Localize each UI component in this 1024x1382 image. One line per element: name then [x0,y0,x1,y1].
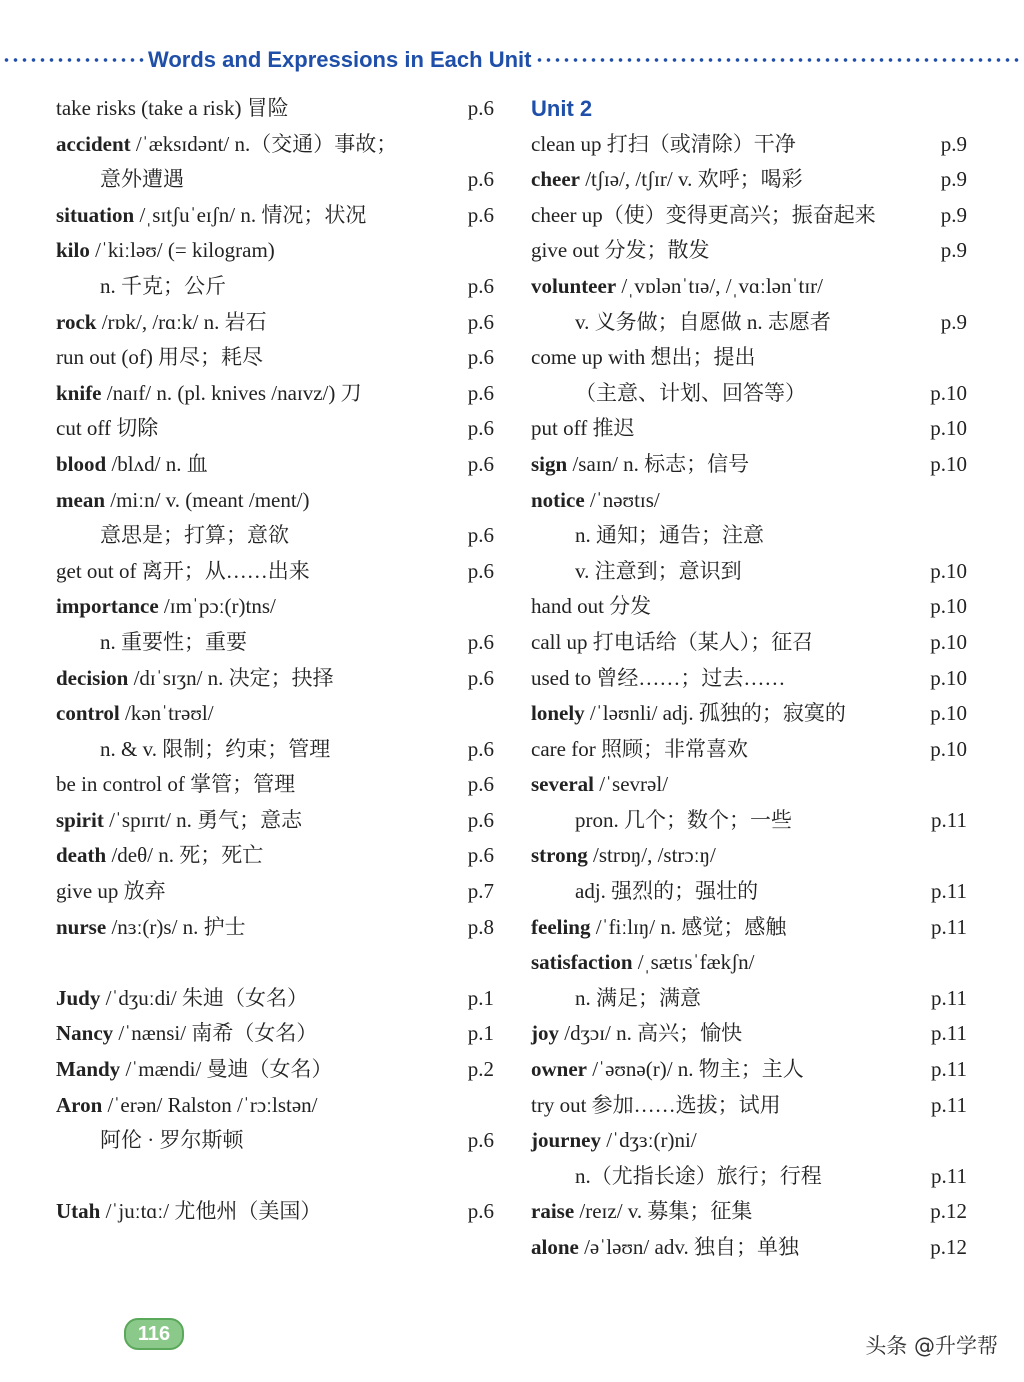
vocab-row [56,910,496,946]
vocab-row [56,162,496,198]
vocab-text: situation /ˌsɪtʃuˈeɪʃn/ n. 情况；状况 [56,202,367,227]
vocab-row [531,838,971,874]
page-ref: p.9 [940,202,967,227]
page-ref: p.6 [467,96,494,120]
vocab-row [531,874,971,910]
vocab-text: Utah /ˈjuːtɑː/ 尤他州（美国） [56,1199,322,1224]
vocab-text: Mandy /ˈmændi/ 曼迪（女名） [56,1057,333,1082]
vocab-text: decision /dɪˈsɪʒn/ n. 决定；抉择 [56,665,334,690]
vocab-text: Judy /ˈdʒuːdi/ 朱迪（女名） [56,985,309,1010]
vocab-row [56,198,496,234]
vocab-row [56,945,496,981]
vocab-text: pron. 几个；数个；一些 [575,807,792,832]
vocab-text: adj. 强烈的；强壮的 [575,879,759,904]
vocab-row [531,376,971,412]
vocab-row [56,233,496,269]
unit-title: Unit 2 [531,96,593,121]
vocab-row [56,625,496,661]
vocab-text: give out 分发；散发 [531,238,710,263]
vocab-row [531,340,971,376]
page-ref: p.11 [931,1021,967,1046]
page-ref: p.6 [467,380,494,405]
vocab-row [56,767,496,803]
page-ref: p.6 [467,1199,494,1224]
vocab-row [531,661,971,697]
vocab-row [531,554,971,590]
vocab-text: satisfaction /ˌsætɪsˈfækʃn/ [531,950,755,975]
vocab-row [531,305,971,341]
vocab-row [531,162,971,198]
vocab-row [56,340,496,376]
vocab-text: 阿伦 · 罗尔斯顿 [100,1128,244,1153]
page-ref: p.6 [467,1128,494,1153]
header-dots-right [535,58,1020,62]
vocab-row [531,483,971,519]
vocab-text: v. 义务做；自愿做 n. 志愿者 [575,309,831,334]
vocab-row [531,910,971,946]
vocab-row [531,447,971,483]
vocab-text: be in control of 掌管；管理 [56,772,296,797]
vocab-row [531,233,971,269]
page-ref: p.11 [931,1163,967,1188]
page-ref: p.10 [930,736,967,761]
page-ref: p.10 [930,594,967,619]
left-column [56,91,496,1230]
page-ref: p.6 [467,167,494,192]
page-ref: p.6 [467,736,494,761]
vocab-row [531,269,971,305]
page-ref: p.9 [940,238,967,263]
vocab-text: death /deθ/ n. 死；死亡 [56,843,264,868]
vocab-text: importance /ɪmˈpɔː(r)tns/ [56,594,276,619]
vocab-text: volunteer /ˌvɒlənˈtɪə/, /ˌvɑːlənˈtɪr/ [531,273,823,298]
vocab-text: run out (of) 用尽；耗尽 [56,345,264,370]
watermark: 头条 @升学帮 [865,1334,998,1358]
page-ref: p.6 [467,629,494,654]
section-header [0,44,1024,76]
page-ref: p.10 [930,629,967,654]
vocab-row [56,91,496,127]
vocab-text: try out 参加……选拔；试用 [531,1092,781,1117]
vocab-row [56,1159,496,1195]
vocab-text: blood /blʌd/ n. 血 [56,451,208,476]
vocab-text: knife /naɪf/ n. (pl. knives /naɪvz/) 刀 [56,380,362,405]
vocab-row [56,447,496,483]
page-ref: p.6 [467,807,494,832]
vocab-row [531,198,971,234]
page-ref: p.6 [467,345,494,370]
vocab-text: （主意、计划、回答等） [575,380,806,405]
page-ref: p.6 [467,273,494,298]
vocab-text: n. 通知；通告；注意 [575,523,764,548]
vocab-text: raise /reɪz/ v. 募集；征集 [531,1199,753,1224]
vocab-row [531,803,971,839]
vocab-text: take risks (take a risk) 冒险 [56,96,289,120]
vocab-text: 意外遭遇 [100,167,184,192]
vocab-text: n. 千克；公斤 [100,273,226,298]
vocab-row [56,874,496,910]
vocab-row [56,696,496,732]
vocab-text: cheer up（使）变得更高兴；振奋起来 [531,202,876,227]
vocab-row [56,554,496,590]
page-number-badge: 116 [124,1318,184,1350]
vocab-text: n. 满足；满意 [575,985,701,1010]
vocab-text: notice /ˈnəʊtɪs/ [531,487,660,512]
vocab-text: owner /ˈəʊnə(r)/ n. 物主；主人 [531,1057,804,1082]
page-ref: p.11 [931,985,967,1010]
vocab-text: accident /ˈæksɪdənt/ n.（交通）事故； [56,131,398,156]
page-ref: p.6 [467,558,494,583]
vocab-row [56,1052,496,1088]
vocab-row [56,483,496,519]
vocab-text: used to 曾经……；过去…… [531,665,786,690]
vocab-row [56,411,496,447]
page-ref: p.10 [930,380,967,405]
vocab-row [531,411,971,447]
page-ref: p.1 [467,985,494,1010]
vocab-row [56,127,496,163]
page-ref: p.11 [931,1057,967,1082]
unit-heading [531,91,971,127]
vocab-text: joy /dʒɔɪ/ n. 高兴；愉快 [531,1021,743,1046]
vocab-text: strong /strɒŋ/, /strɔːŋ/ [531,843,716,868]
vocab-text: lonely /ˈləʊnli/ adj. 孤独的；寂寞的 [531,701,846,726]
vocab-text: 意思是；打算；意欲 [100,523,289,548]
vocab-text: get out of 离开；从……出来 [56,558,310,583]
vocab-text: alone /əˈləʊn/ adv. 独自；单独 [531,1235,799,1259]
vocab-row [531,1052,971,1088]
vocab-text: come up with 想出；提出 [531,345,756,370]
vocab-text: Aron /ˈerən/ Ralston /ˈrɔːlstən/ [56,1092,318,1117]
vocab-row [531,767,971,803]
vocab-row [56,305,496,341]
vocab-text: feeling /ˈfiːlɪŋ/ n. 感觉；感触 [531,914,787,939]
vocab-text: give up 放弃 [56,879,166,904]
page-ref: p.2 [467,1057,494,1082]
vocab-row [531,127,971,163]
vocab-row [56,1088,496,1124]
vocab-row [56,981,496,1017]
vocab-text: v. 注意到；意识到 [575,558,742,583]
page-ref: p.11 [931,914,967,939]
page-ref: p.11 [931,879,967,904]
vocab-row [56,518,496,554]
page-ref: p.10 [930,701,967,726]
vocab-text: several /ˈsevrəl/ [531,772,669,797]
page-ref: p.10 [930,665,967,690]
vocab-text: spirit /ˈspɪrɪt/ n. 勇气；意志 [56,807,303,832]
vocab-text: care for 照顾；非常喜欢 [531,736,748,761]
vocab-row [531,1016,971,1052]
vocab-row [56,589,496,625]
header-title: Words and Expressions in Each Unit [148,47,532,72]
vocab-text: put off 推迟 [531,416,635,441]
vocab-text: journey /ˈdʒɜː(r)ni/ [531,1128,697,1153]
vocab-row [531,1194,971,1230]
vocab-text: nurse /nɜː(r)s/ n. 护士 [56,914,246,939]
page-ref: p.12 [930,1235,967,1259]
page-ref: p.1 [467,1021,494,1046]
page-ref: p.8 [467,914,494,939]
vocab-row [531,981,971,1017]
vocab-text: kilo /ˈkiːləʊ/ (= kilogram) [56,238,275,263]
page-ref: p.6 [467,523,494,548]
vocab-row [531,696,971,732]
page-ref: p.10 [930,451,967,476]
page-ref: p.7 [467,879,494,904]
vocab-text: n. 重要性；重要 [100,629,247,654]
vocab-row [56,732,496,768]
vocab-row [531,732,971,768]
vocab-text: rock /rɒk/, /rɑːk/ n. 岩石 [56,309,267,334]
vocab-text: call up 打电话给（某人）；征召 [531,629,814,654]
vocab-text: sign /saɪn/ n. 标志；信号 [531,451,750,476]
vocab-row [56,838,496,874]
vocab-row [531,589,971,625]
vocab-row [531,1088,971,1124]
vocab-text: Nancy /ˈnænsi/ 南希（女名） [56,1021,318,1046]
vocab-row [531,1159,971,1195]
page-ref: p.6 [467,772,494,797]
header-dots-left [2,58,144,62]
page-ref: p.11 [931,807,967,832]
vocab-row [531,1123,971,1159]
vocab-row [56,1194,496,1230]
vocab-text: cut off 切除 [56,416,159,441]
vocab-row [56,376,496,412]
page-ref: p.6 [467,843,494,868]
page-ref: p.6 [467,416,494,441]
page-ref: p.10 [930,558,967,583]
page-ref: p.9 [940,309,967,334]
vocab-row [531,945,971,981]
vocab-row [531,625,971,661]
page-ref: p.9 [940,167,967,192]
vocab-row [56,1123,496,1159]
vocab-text: mean /miːn/ v. (meant /ment/) [56,487,310,512]
page-ref: p.11 [931,1092,967,1117]
page-ref: p.10 [930,416,967,441]
right-column [531,91,971,1266]
vocab-row [531,1230,971,1266]
vocab-text: n.（尤指长途）旅行；行程 [575,1163,822,1188]
vocab-text: n. & v. 限制；约束；管理 [100,736,331,761]
vocab-text: cheer /tʃɪə/, /tʃɪr/ v. 欢呼；喝彩 [531,167,803,192]
page-ref: p.6 [467,202,494,227]
vocab-row [56,803,496,839]
page-ref: p.6 [467,309,494,334]
vocab-row [56,269,496,305]
page-ref: p.12 [930,1199,967,1224]
vocab-row [56,1016,496,1052]
page-ref: p.6 [467,451,494,476]
page-ref: p.9 [940,131,967,156]
vocab-row [531,518,971,554]
page-ref: p.6 [467,665,494,690]
vocab-row [56,661,496,697]
vocab-text: hand out 分发 [531,594,652,619]
vocab-text: clean up 打扫（或清除）干净 [531,131,796,156]
vocab-text: control /kənˈtrəʊl/ [56,701,214,726]
